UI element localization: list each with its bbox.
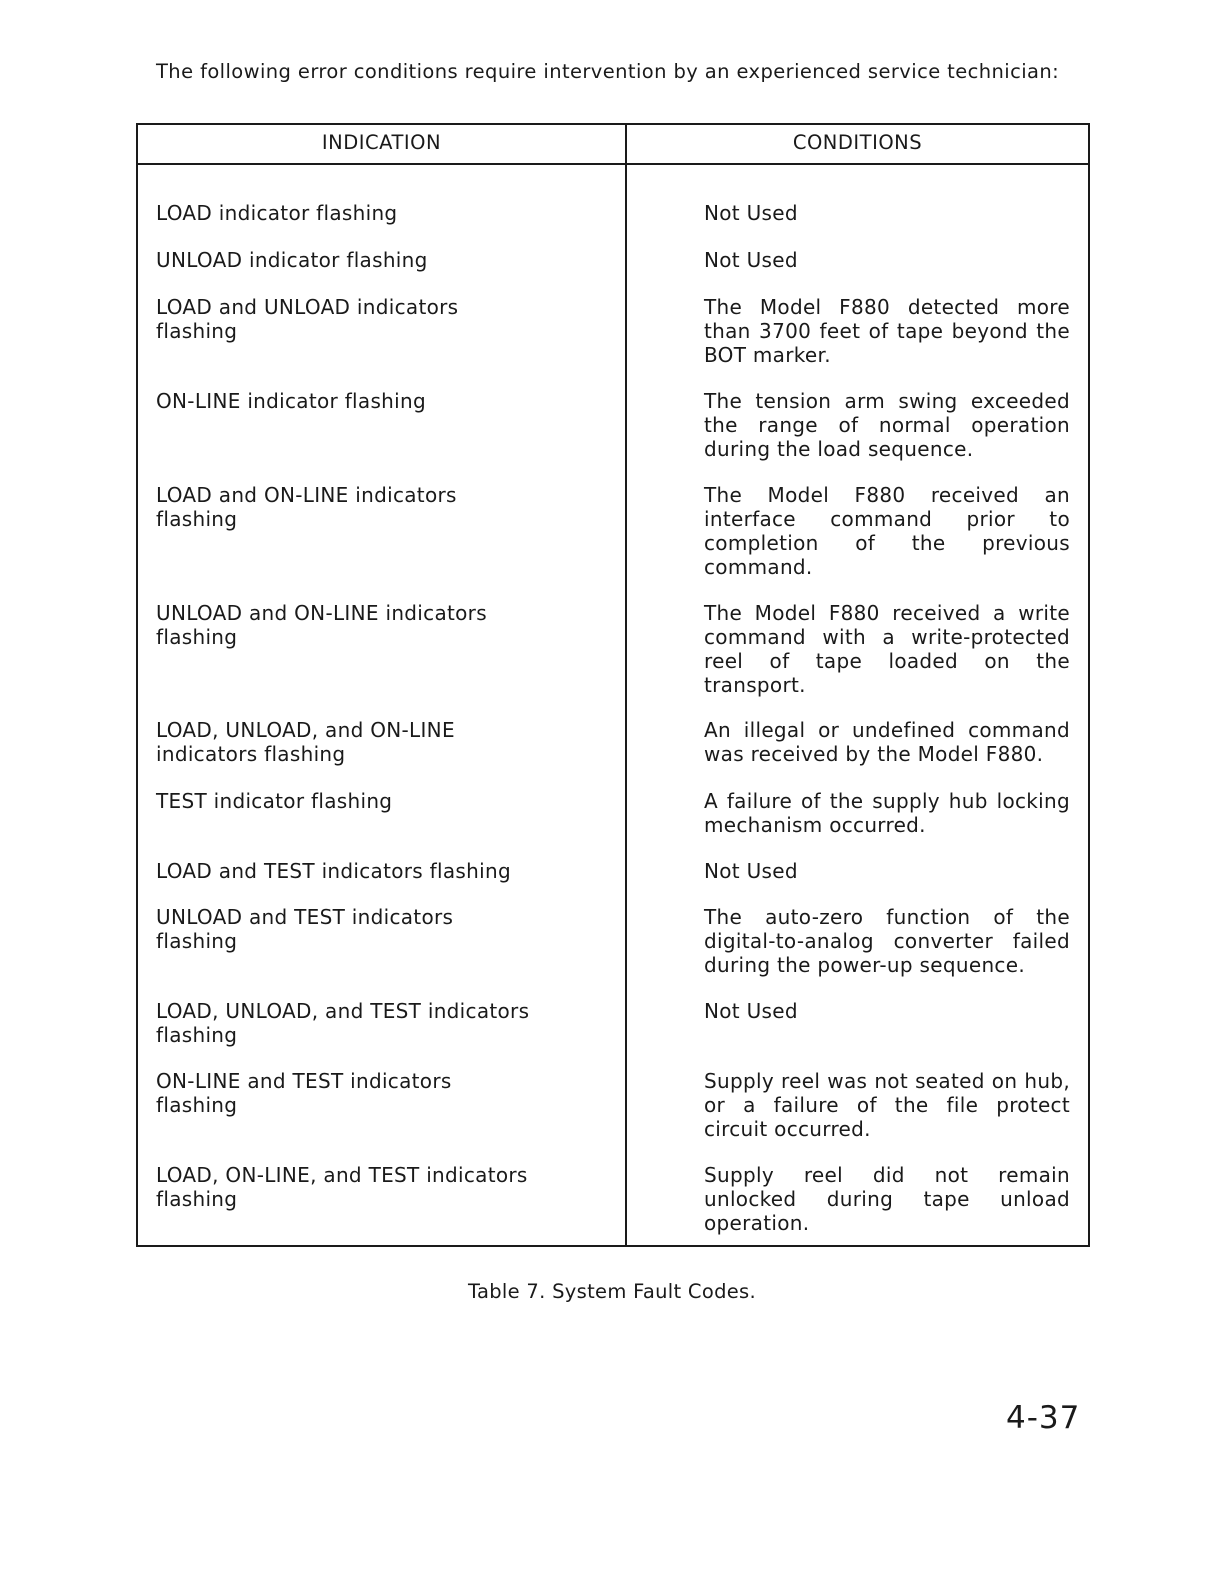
condition-cell: The Model F880 detected more than 3700 feet of tape beyond the BOT marker.: [704, 295, 1070, 367]
indication-cell: ON-LINE indicator flashing: [156, 389, 426, 413]
header-indication: INDICATION: [321, 131, 442, 154]
header-conditions: CONDITIONS: [792, 131, 923, 154]
indication-cell: LOAD and TEST indicators flashing: [156, 859, 511, 883]
indication-cell: LOAD, UNLOAD, and TEST indicators flashing: [156, 999, 530, 1047]
fault-codes-table: [136, 123, 1090, 1247]
indication-cell: UNLOAD and ON-LINE indicators flashing: [156, 601, 487, 649]
condition-cell: The Model F880 received an interface command prior to completion of the previous command.: [704, 483, 1070, 579]
condition-cell: Not Used: [704, 999, 798, 1023]
indication-cell: LOAD, ON-LINE, and TEST indicators flashing: [156, 1163, 528, 1211]
indication-cell: UNLOAD indicator flashing: [156, 248, 428, 272]
condition-cell: The auto-zero function of the digital-to-analog converter failed during the power-up sequence.: [704, 905, 1070, 977]
table-caption: Table 7. System Fault Codes.: [467, 1280, 757, 1303]
indication-cell: LOAD, UNLOAD, and ON-LINE indicators flashing: [156, 718, 455, 766]
column-divider: [625, 125, 627, 1245]
header-rule: [138, 163, 1088, 165]
indication-cell: TEST indicator flashing: [156, 789, 393, 813]
indication-cell: LOAD and ON-LINE indicators flashing: [156, 483, 457, 531]
condition-cell: Supply reel did not remain unlocked during tape unload operation.: [704, 1163, 1070, 1235]
condition-cell: The tension arm swing exceeded the range of normal operation during the load sequence.: [704, 389, 1070, 461]
page-number: 4-37: [1006, 1400, 1081, 1436]
indication-cell: LOAD and UNLOAD indicators flashing: [156, 295, 459, 343]
condition-cell: An illegal or undefined command was received by the Model F880.: [704, 718, 1070, 766]
indication-cell: LOAD indicator flashing: [156, 201, 398, 225]
condition-cell: Supply reel was not seated on hub, or a failure of the file protect circuit occurred.: [704, 1069, 1070, 1141]
indication-cell: UNLOAD and TEST indicators flashing: [156, 905, 454, 953]
condition-cell: Not Used: [704, 248, 798, 272]
condition-cell: The Model F880 received a write command with a write-protected reel of tape loaded on the transport.: [704, 601, 1070, 697]
indication-cell: ON-LINE and TEST indicators flashing: [156, 1069, 452, 1117]
condition-cell: Not Used: [704, 859, 798, 883]
condition-cell: Not Used: [704, 201, 798, 225]
intro-text: The following error conditions require intervention by an experienced service technician:: [156, 60, 1060, 83]
condition-cell: A failure of the supply hub locking mechanism occurred.: [704, 789, 1070, 837]
